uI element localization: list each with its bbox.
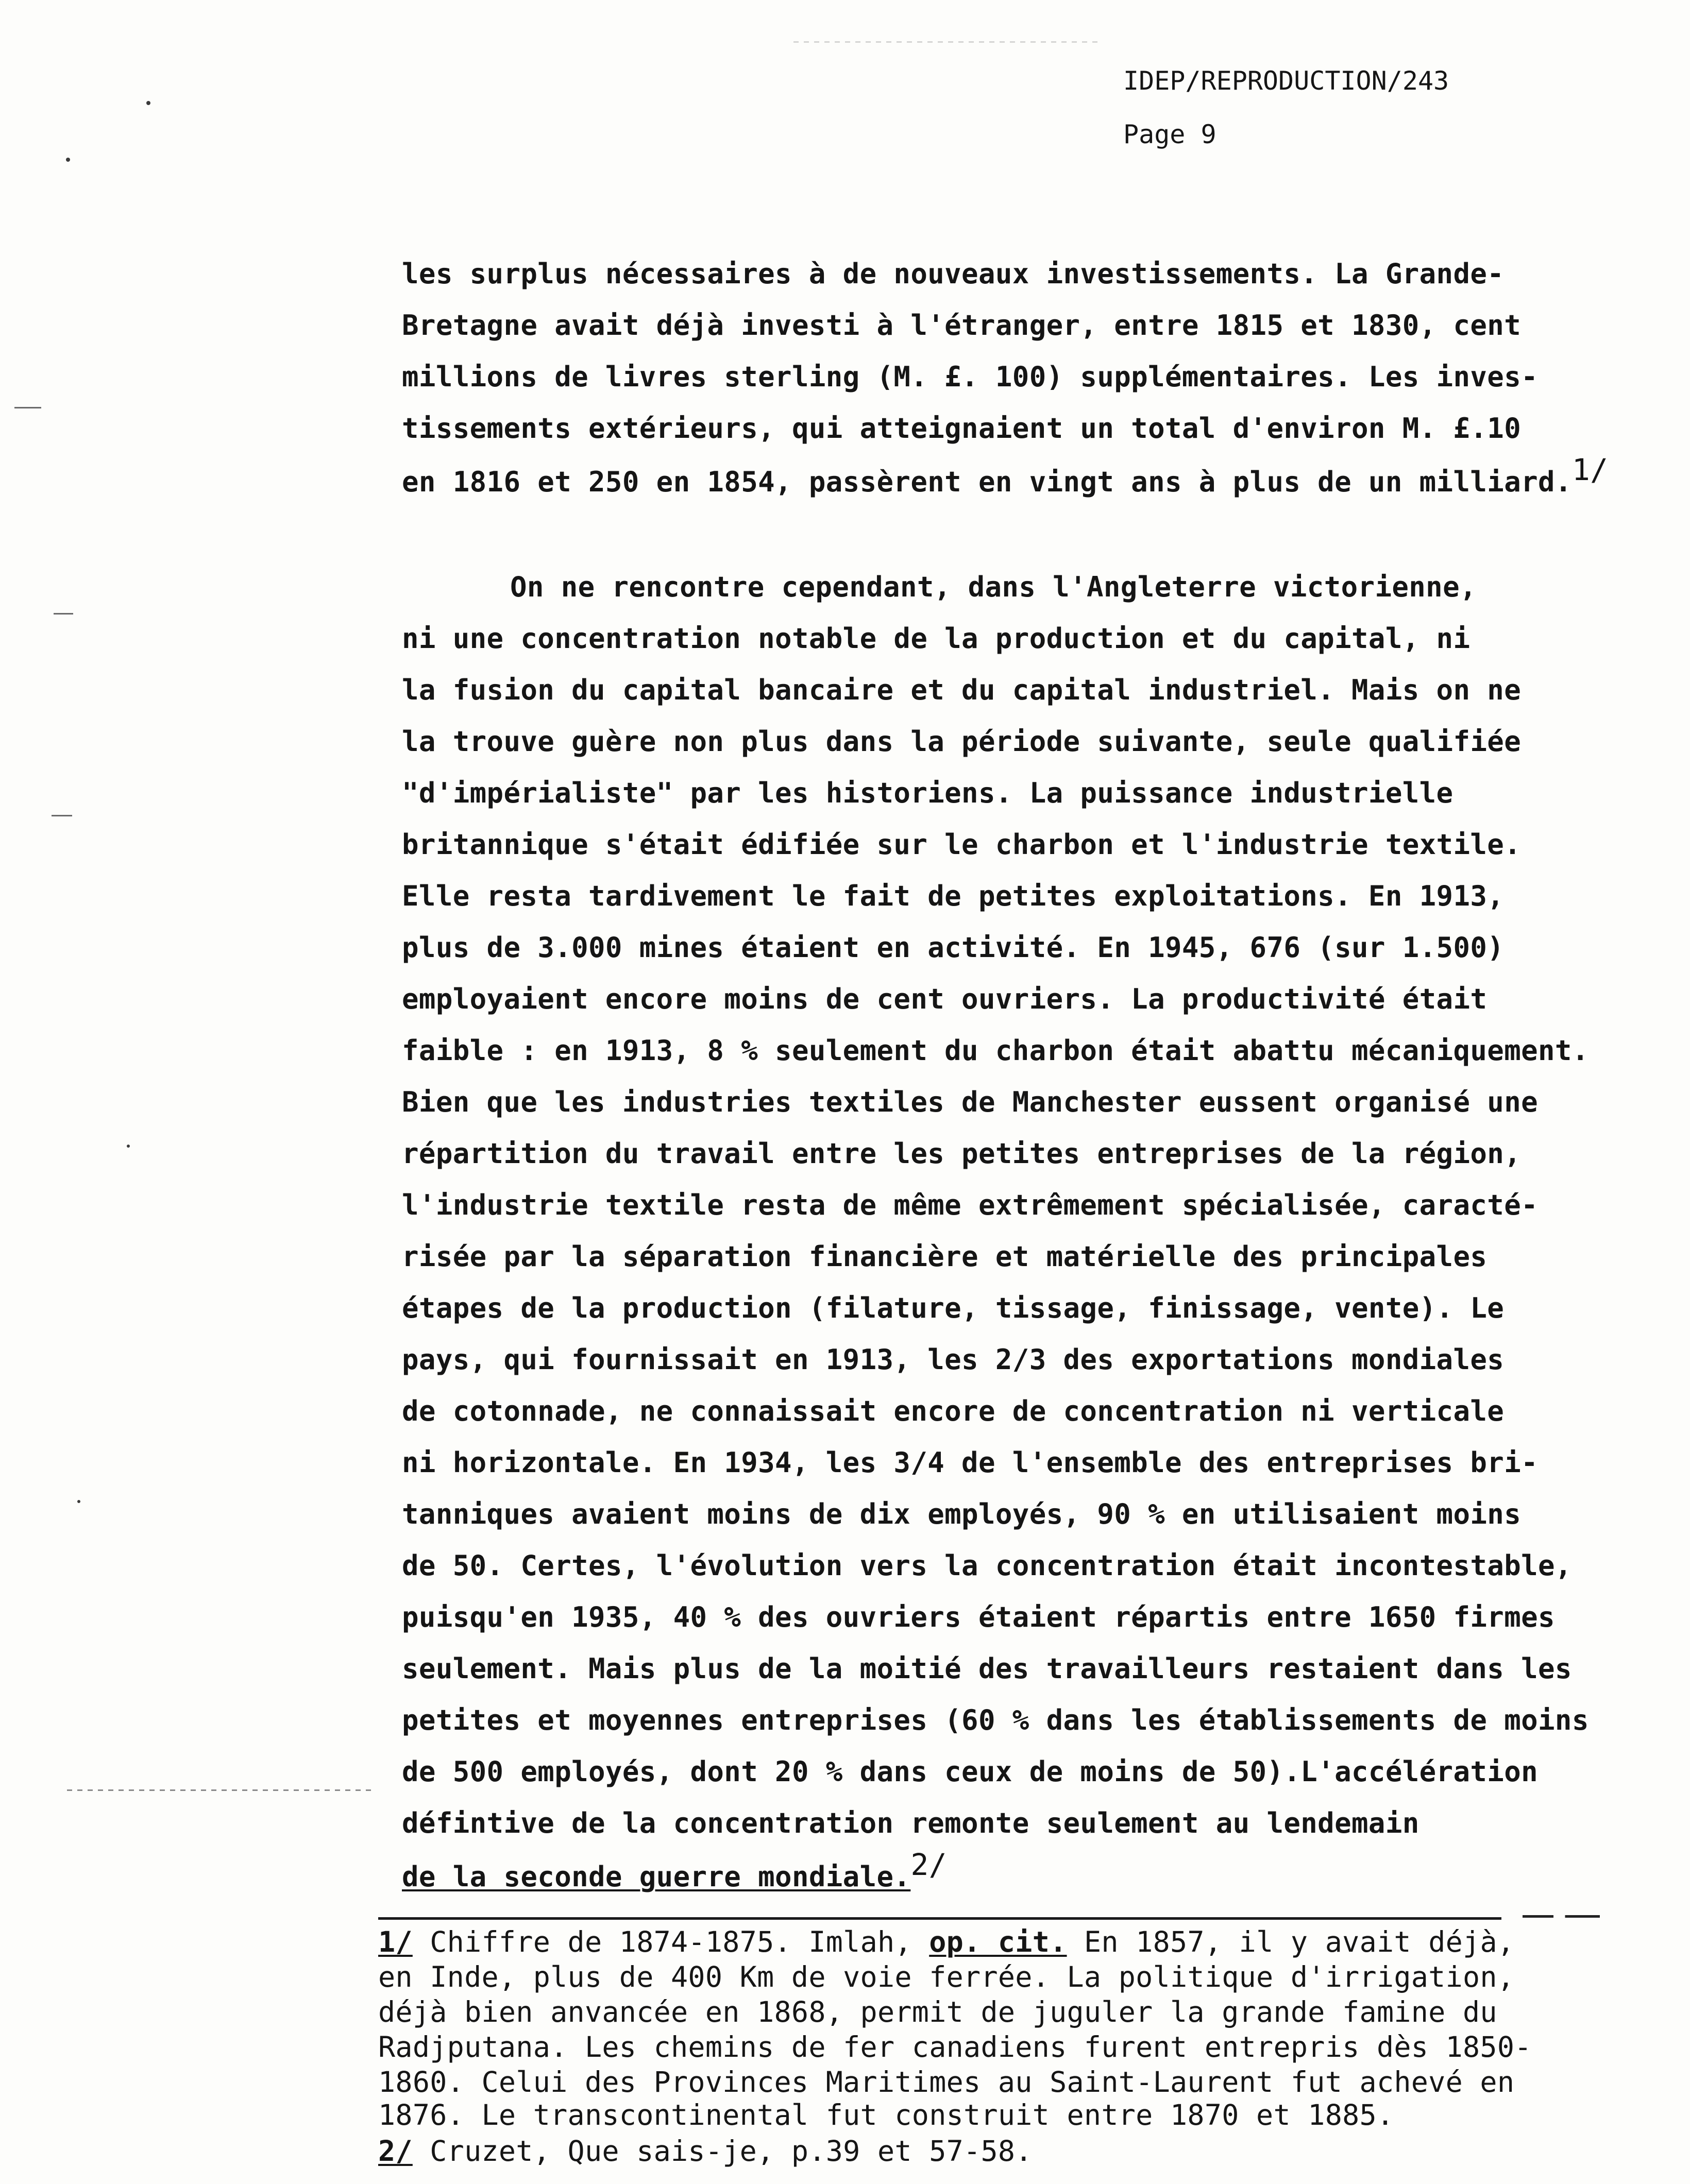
scan-smudge bbox=[67, 1789, 376, 1791]
body-line: plus de 3.000 mines étaient en activité. En 1945, 676 (sur 1.500) bbox=[402, 931, 1505, 964]
body-line: On ne rencontre cependant, dans l'Angleterre victorienne, bbox=[510, 571, 1477, 603]
body-line: de 50. Certes, l'évolution vers la concentration était incontestable, bbox=[402, 1549, 1572, 1582]
separator-tail bbox=[1523, 1915, 1600, 1918]
body-line: puisqu'en 1935, 40 % des ouvriers étaient répartis entre 1650 firmes bbox=[402, 1601, 1555, 1633]
body-line: faible : en 1913, 8 % seulement du charbon était abattu mécaniquement. bbox=[402, 1034, 1589, 1067]
body-line: la trouve guère non plus dans la période suivante, seule qualifiée bbox=[402, 725, 1522, 758]
page-number: Page 9 bbox=[1123, 120, 1216, 149]
body-line: seulement. Mais plus de la moitié des travailleurs restaient dans les bbox=[402, 1652, 1572, 1685]
body-line: ni horizontale. En 1934, les 3/4 de l'ensemble des entreprises bri- bbox=[402, 1446, 1539, 1479]
margin-dot bbox=[77, 1500, 80, 1503]
footnote-1-intro: Chiffre de 1874-1875. Imlah, bbox=[430, 1925, 930, 1958]
body-line: répartition du travail entre les petites entreprises de la région, bbox=[402, 1137, 1522, 1170]
footnote-1-line bbox=[378, 1925, 1514, 1958]
body-line: les surplus nécessaires à de nouveaux investissements. La Grande- bbox=[402, 258, 1505, 290]
footnote-separator bbox=[378, 1917, 1501, 1920]
body-line-text: de la seconde guerre mondiale. bbox=[402, 1861, 911, 1893]
body-line bbox=[402, 452, 1609, 499]
footnote-2-marker: 2/ bbox=[378, 2135, 413, 2168]
footnote-reference-2: 2/ bbox=[910, 1847, 947, 1882]
footnote-1-line: 1860. Celui des Provinces Maritimes au Saint-Laurent fut achevé en bbox=[378, 2066, 1515, 2098]
body-line: Bien que les industries textiles de Manchester eussent organisé une bbox=[402, 1086, 1539, 1118]
document-reference: IDEP/REPRODUCTION/243 bbox=[1123, 66, 1449, 96]
body-line: risée par la séparation financière et matérielle des principales bbox=[402, 1240, 1488, 1273]
footnote-1-marker: 1/ bbox=[378, 1925, 413, 1958]
body-line: l'industrie textile resta de même extrêmement spécialisée, caracté- bbox=[402, 1189, 1539, 1221]
footnote-reference-1: 1/ bbox=[1571, 452, 1609, 487]
footnote-1-line: Radjputana. Les chemins de fer canadiens furent entrepris dès 1850- bbox=[378, 2031, 1532, 2063]
body-line-text: en 1816 et 250 en 1854, passèrent en vingt ans à plus de un milliard. bbox=[402, 466, 1572, 498]
body-line: pays, qui fournissait en 1913, les 2/3 des exportations mondiales bbox=[402, 1343, 1505, 1376]
body-line: "d'impérialiste" par les historiens. La puissance industrielle bbox=[402, 777, 1454, 809]
margin-dash bbox=[52, 815, 72, 816]
body-line: britannique s'était édifiée sur le charbon et l'industrie textile. bbox=[402, 828, 1522, 861]
margin-dot bbox=[146, 101, 150, 105]
body-line: défintive de la concentration remonte seulement au lendemain bbox=[402, 1807, 1419, 1839]
margin-dash bbox=[54, 613, 73, 615]
body-line: de 500 employés, dont 20 % dans ceux de moins de 50).L'accélération bbox=[402, 1755, 1539, 1788]
footnote-1-line: en Inde, plus de 400 Km de voie ferrée. La politique d'irrigation, bbox=[378, 1960, 1515, 1993]
body-line: ni une concentration notable de la production et du capital, ni bbox=[402, 622, 1471, 655]
body-line: employaient encore moins de cent ouvriers. La productivité était bbox=[402, 983, 1488, 1015]
body-line: étapes de la production (filature, tissage, finissage, vente). Le bbox=[402, 1292, 1505, 1324]
body-line: millions de livres sterling (M. £. 100) supplémentaires. Les inves- bbox=[402, 361, 1539, 393]
body-line: Bretagne avait déjà investi à l'étranger, entre 1815 et 1830, cent bbox=[402, 309, 1522, 342]
body-line: Elle resta tardivement le fait de petites exploitations. En 1913, bbox=[402, 880, 1505, 912]
footnote-1-rest: En 1857, il y avait déjà, bbox=[1067, 1925, 1515, 1958]
body-line: tissements extérieurs, qui atteignaient un total d'environ M. £.10 bbox=[402, 412, 1522, 445]
margin-dot bbox=[127, 1145, 130, 1148]
body-line bbox=[402, 1847, 947, 1893]
footnote-1-citation: op. cit. bbox=[929, 1925, 1067, 1958]
body-line: tanniques avaient moins de dix employés, 90 % en utilisaient moins bbox=[402, 1498, 1522, 1530]
footnote-2-text: Cruzet, Que sais-je, p.39 et 57-58. bbox=[412, 2135, 1033, 2168]
margin-dash bbox=[14, 407, 41, 408]
margin-dot bbox=[66, 158, 70, 162]
footnote-1-line: 1876. Le transcontinental fut construit entre 1870 et 1885. bbox=[378, 2098, 1394, 2131]
footnote-1-line: déjà bien anvancée en 1868, permit de juguler la grande famine du bbox=[378, 1995, 1497, 2028]
body-line: de cotonnade, ne connaissait encore de concentration ni verticale bbox=[402, 1395, 1505, 1427]
scan-smudge bbox=[793, 41, 1103, 43]
body-line: petites et moyennes entreprises (60 % dans les établissements de moins bbox=[402, 1704, 1589, 1736]
body-line: la fusion du capital bancaire et du capital industriel. Mais on ne bbox=[402, 674, 1522, 706]
footnote-2-line bbox=[378, 2135, 1033, 2168]
